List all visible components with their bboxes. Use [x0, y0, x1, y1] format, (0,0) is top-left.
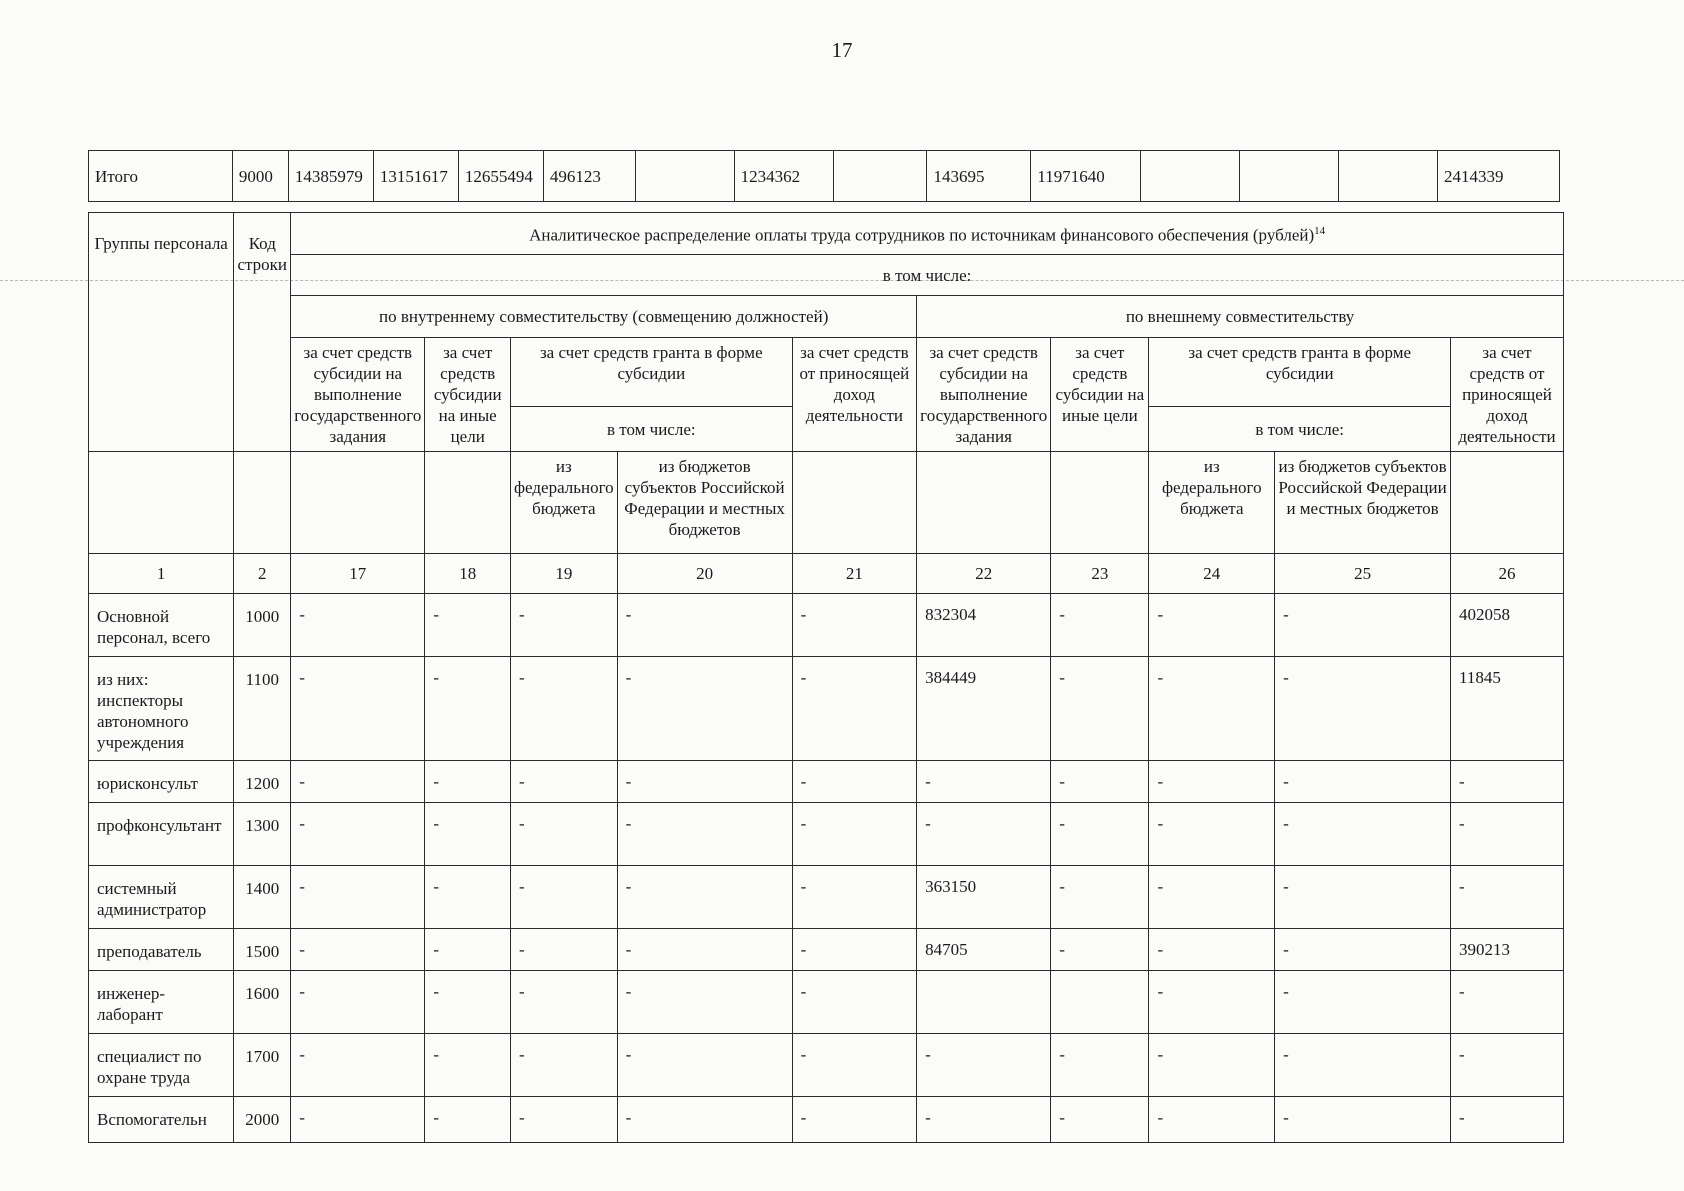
table-cell: - [617, 929, 792, 971]
header-c23-cont [1051, 452, 1149, 554]
row-code: 1200 [234, 761, 291, 803]
salary-distribution-table [88, 212, 1564, 1143]
row-label: системный администратор [89, 866, 234, 929]
table-cell: - [792, 761, 917, 803]
table-cell: - [1450, 971, 1563, 1034]
row-code: 1300 [234, 803, 291, 866]
column-number: 18 [425, 554, 511, 594]
table-cell: - [1051, 657, 1149, 761]
table-row [89, 657, 1564, 761]
table-cell: - [511, 971, 618, 1034]
table-cell: - [1275, 1034, 1451, 1097]
table-cell: - [1149, 866, 1275, 929]
table-row [89, 594, 1564, 657]
header-title-text: Аналитическое распределение оплаты труда сотрудников по источникам финансового обеспечения (рублей) [529, 225, 1315, 245]
header-c22-cont [917, 452, 1051, 554]
table-cell: 84705 [917, 929, 1051, 971]
column-number: 26 [1450, 554, 1563, 594]
table-cell: - [425, 866, 511, 929]
row-code: 1400 [234, 866, 291, 929]
table-cell: - [792, 803, 917, 866]
table-cell: - [511, 866, 618, 929]
header-incl: в том числе: [291, 255, 1564, 296]
table-cell: - [1051, 866, 1149, 929]
table-cell: - [792, 594, 917, 657]
row-label: Основной персонал, всего [89, 594, 234, 657]
table-cell: - [792, 1097, 917, 1143]
table-cell: - [1051, 761, 1149, 803]
header-group: Группы персонала [89, 213, 234, 452]
table-cell: - [617, 803, 792, 866]
table-cell: - [617, 1034, 792, 1097]
table-cell: - [917, 1097, 1051, 1143]
column-number: 25 [1275, 554, 1451, 594]
table-cell: - [617, 657, 792, 761]
summary-cell: 1234362 [734, 151, 833, 202]
table-cell: - [617, 594, 792, 657]
table-cell: - [1149, 594, 1275, 657]
header-c26-cont [1450, 452, 1563, 554]
table-cell: 363150 [917, 866, 1051, 929]
table-cell: - [1450, 803, 1563, 866]
table-cell: - [792, 866, 917, 929]
column-number: 21 [792, 554, 917, 594]
header-c23: за счет средств субсидии на иные цели [1051, 338, 1149, 452]
table-cell: - [1450, 866, 1563, 929]
table-cell [1051, 971, 1149, 1034]
row-label: специалист по охране труда [89, 1034, 234, 1097]
table-cell: - [792, 1034, 917, 1097]
table-cell: - [425, 594, 511, 657]
header-code-cont [234, 452, 291, 554]
table-cell: - [1275, 929, 1451, 971]
table-cell: - [511, 1034, 618, 1097]
table-cell: - [291, 803, 425, 866]
table-cell: - [1275, 866, 1451, 929]
table-row [89, 971, 1564, 1034]
table-cell: - [1275, 803, 1451, 866]
table-cell: - [291, 1097, 425, 1143]
table-cell: - [1149, 929, 1275, 971]
table-cell: - [425, 761, 511, 803]
row-code: 1100 [234, 657, 291, 761]
row-label: преподаватель [89, 929, 234, 971]
row-code: 1600 [234, 971, 291, 1034]
column-number: 23 [1051, 554, 1149, 594]
row-label: юрисконсульт [89, 761, 234, 803]
table-cell: - [511, 761, 618, 803]
summary-cell: 11971640 [1031, 151, 1141, 202]
header-c25: из бюджетов субъектов Российской Федерации и местных бюджетов [1275, 452, 1451, 554]
table-cell: - [1149, 803, 1275, 866]
table-cell: - [617, 866, 792, 929]
table-row [89, 929, 1564, 971]
header-group-cont [89, 452, 234, 554]
table-cell: - [1275, 594, 1451, 657]
table-cell: - [511, 657, 618, 761]
table-cell: - [1051, 803, 1149, 866]
row-label: инженер-лаборант [89, 971, 234, 1034]
table-cell: 832304 [917, 594, 1051, 657]
table-row [89, 803, 1564, 866]
summary-table [88, 150, 1560, 202]
table-cell: - [917, 803, 1051, 866]
row-label: профконсультант [89, 803, 234, 866]
table-row [89, 1034, 1564, 1097]
row-label: Вспомогательн [89, 1097, 234, 1143]
table-row [89, 866, 1564, 929]
summary-cell: 13151617 [373, 151, 458, 202]
header-internal: по внутреннему совместительству (совмещению должностей) [291, 296, 917, 338]
table-cell: - [425, 1097, 511, 1143]
summary-cell [1240, 151, 1339, 202]
table-cell: - [425, 971, 511, 1034]
table-cell: - [617, 761, 792, 803]
summary-cell: 496123 [543, 151, 635, 202]
table-cell: - [291, 929, 425, 971]
table-cell: - [1275, 657, 1451, 761]
header-c20: из бюджетов субъектов Российской Федерации и местных бюджетов [617, 452, 792, 554]
summary-code: 9000 [232, 151, 288, 202]
table-cell: - [291, 594, 425, 657]
summary-row [89, 151, 1560, 202]
table-cell: - [617, 971, 792, 1034]
header-c21: за счет средств от приносящей доход деятельности [792, 338, 917, 452]
table-cell [917, 971, 1051, 1034]
table-cell: 11845 [1450, 657, 1563, 761]
header-grant2-incl: в том числе: [1149, 407, 1451, 452]
table-cell: 390213 [1450, 929, 1563, 971]
table-row [89, 1097, 1564, 1143]
header-grant2: за счет средств гранта в форме субсидии [1149, 338, 1451, 407]
column-number: 1 [89, 554, 234, 594]
column-number: 22 [917, 554, 1051, 594]
table-cell: - [425, 657, 511, 761]
table-cell: - [1149, 761, 1275, 803]
table-cell: - [1450, 1097, 1563, 1143]
header-c26: за счет средств от приносящей доход деятельности [1450, 338, 1563, 452]
column-number: 19 [511, 554, 618, 594]
header-external: по внешнему совместительству [917, 296, 1564, 338]
table-cell: - [1051, 1097, 1149, 1143]
header-c19: из федерального бюджета [511, 452, 618, 554]
table-cell: - [792, 971, 917, 1034]
table-cell: - [792, 929, 917, 971]
footnote-marker: 14 [1314, 225, 1326, 238]
header-code: Код строки [234, 213, 291, 452]
header-grant-incl: в том числе: [511, 407, 793, 452]
summary-label: Итого [89, 151, 233, 202]
summary-cell [1339, 151, 1438, 202]
summary-cell [1141, 151, 1240, 202]
table-cell: - [511, 1097, 618, 1143]
header-c21-cont [792, 452, 917, 554]
table-cell: - [425, 1034, 511, 1097]
column-number: 24 [1149, 554, 1275, 594]
table-cell: - [511, 803, 618, 866]
summary-cell: 12655494 [458, 151, 543, 202]
summary-cell [833, 151, 927, 202]
table-cell: - [917, 1034, 1051, 1097]
column-number-row [89, 554, 1564, 594]
table-cell: - [1149, 971, 1275, 1034]
row-label: из них: инспекторы автономного учреждения [89, 657, 234, 761]
table-cell: - [291, 761, 425, 803]
summary-cell: 14385979 [288, 151, 373, 202]
table-cell: - [291, 971, 425, 1034]
header-c22: за счет средств субсидии на выполнение государственного задания [917, 338, 1051, 452]
header-c17-cont [291, 452, 425, 554]
header-c18-cont [425, 452, 511, 554]
table-cell: 402058 [1450, 594, 1563, 657]
table-cell: - [291, 866, 425, 929]
table-cell: - [1051, 1034, 1149, 1097]
header-title [291, 213, 1564, 255]
column-number: 2 [234, 554, 291, 594]
table-cell: - [1450, 1034, 1563, 1097]
table-cell: - [1450, 761, 1563, 803]
table-cell: - [792, 657, 917, 761]
table-cell: - [1051, 594, 1149, 657]
table-cell: 384449 [917, 657, 1051, 761]
table-cell: - [617, 1097, 792, 1143]
table-cell: - [1149, 1097, 1275, 1143]
table-cell: - [1149, 657, 1275, 761]
table-cell: - [1051, 929, 1149, 971]
header-grant: за счет средств гранта в форме субсидии [511, 338, 793, 407]
header-c24: из федерального бюджета [1149, 452, 1275, 554]
table-cell: - [1275, 761, 1451, 803]
table-body [89, 594, 1564, 1143]
table-cell: - [511, 929, 618, 971]
column-number: 20 [617, 554, 792, 594]
table-cell: - [425, 803, 511, 866]
summary-cell [635, 151, 734, 202]
table-cell: - [917, 761, 1051, 803]
column-number: 17 [291, 554, 425, 594]
page-number: 17 [831, 38, 853, 62]
header-c18: за счет средств субсидии на иные цели [425, 338, 511, 452]
table-cell: - [291, 657, 425, 761]
table-cell: - [1149, 1034, 1275, 1097]
table-cell: - [425, 929, 511, 971]
table-cell: - [291, 1034, 425, 1097]
row-code: 2000 [234, 1097, 291, 1143]
row-code: 1000 [234, 594, 291, 657]
row-code: 1500 [234, 929, 291, 971]
table-cell: - [1275, 1097, 1451, 1143]
row-code: 1700 [234, 1034, 291, 1097]
table-cell: - [1275, 971, 1451, 1034]
table-cell: - [511, 594, 618, 657]
header-c17: за счет средств субсидии на выполнение государственного задания [291, 338, 425, 452]
summary-cell: 2414339 [1437, 151, 1559, 202]
summary-cell: 143695 [927, 151, 1031, 202]
table-row [89, 761, 1564, 803]
